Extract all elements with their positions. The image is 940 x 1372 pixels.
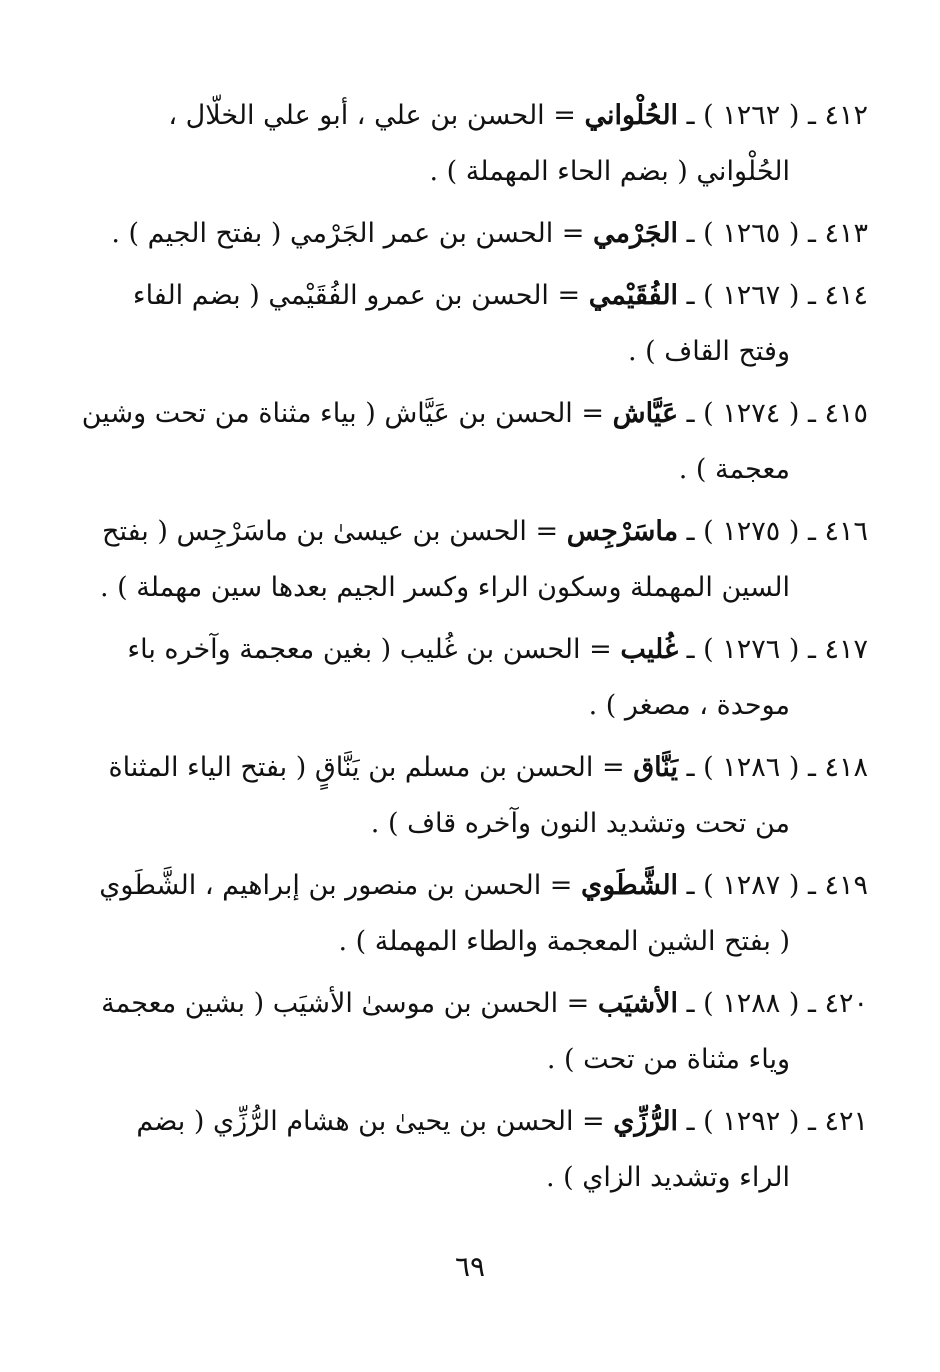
entry-text: = الحسن بن منصور بن إبراهيم ، الشَّطَوي: [99, 870, 573, 901]
entry-number: ٤١٦: [824, 516, 868, 547]
entry-reference: ( ١٢٧٦ ): [703, 634, 800, 665]
entry-continuation: معجمة ) .: [678, 454, 790, 485]
entry-reference: ( ١٢٦٥ ): [703, 218, 800, 249]
entry-number: ٤١٢: [824, 100, 868, 131]
entry-number: ٤٢٠: [824, 988, 868, 1019]
entry-413: ٤١٣ ـ ( ١٢٦٥ ) ـ الجَرْمي = الحسن بن عمر الجَرْمي ( بفتح الجيم ) .: [111, 218, 868, 249]
entry-number: ٤١٥: [824, 398, 868, 429]
entry-number: ٤٢١: [824, 1106, 868, 1137]
entry-text: = الحسن بن علي ، أبو علي الخلّال ،: [168, 100, 576, 131]
entry-text: = الحسن بن عمرو الفُقَيْمي ( بضم الفاء: [132, 280, 581, 311]
entry-continuation: وياء مثناة من تحت ) .: [546, 1044, 790, 1075]
entry-reference: ( ١٢٩٢ ): [703, 1106, 800, 1137]
entry-414: ٤١٤ ـ ( ١٢٦٧ ) ـ الفُقَيْمي = الحسن بن عمرو الفُقَيْمي ( بضم الفاء وفتح القاف ) .: [112, 268, 868, 380]
entry-reference: ( ١٢٦٧ ): [703, 280, 800, 311]
entry-name: الشَّطَوي: [581, 870, 679, 901]
entry-text: = الحسن بن مسلم بن يَنَّاقٍ ( بفتح الياء المثناة: [108, 752, 625, 783]
entry-text: = الحسن بن غُليب ( بغين معجمة وآخره باء: [127, 634, 612, 665]
entry-412: ٤١٢ ـ ( ١٢٦٢ ) ـ الحُلْواني = الحسن بن علي ، أبو علي الخلّال ، الحُلْواني ( بضم الحاء المهملة ) .: [112, 88, 868, 200]
entry-name: الأشيَب: [597, 988, 679, 1019]
entry-reference: ( ١٢٨٧ ): [703, 870, 800, 901]
entry-continuation: الراء وتشديد الزاي ) .: [545, 1162, 790, 1193]
entry-420: ٤٢٠ ـ ( ١٢٨٨ ) ـ الأشيَب = الحسن بن موسىٰ الأشيَب ( بشين معجمة وياء مثناة من تحت ) .: [112, 976, 868, 1088]
entry-number: ٤١٧: [824, 634, 868, 665]
entry-continuation: من تحت وتشديد النون وآخره قاف ) .: [370, 808, 790, 839]
page-number: ٦٩: [454, 1250, 486, 1283]
entry-reference: ( ١٢٨٨ ): [703, 988, 800, 1019]
entry-number: ٤١٨: [824, 752, 868, 783]
entry-continuation: الحُلْواني ( بضم الحاء المهملة ) .: [429, 156, 790, 187]
entry-number: ٤١٤: [824, 280, 868, 311]
entry-name: الفُقَيْمي: [588, 280, 679, 311]
entry-name: الجَرْمي: [593, 218, 679, 249]
entry-continuation: ( بفتح الشين المعجمة والطاء المهملة ) .: [338, 926, 790, 957]
entry-416: ٤١٦ ـ ( ١٢٧٥ ) ـ ماسَرْجِس = الحسن بن عيسىٰ بن ماسَرْجِس ( بفتح السين المهملة وسكون الراء وكسر الجيم بعدها سين مهملة ) .: [112, 504, 868, 616]
entry-421: ٤٢١ ـ ( ١٢٩٢ ) ـ الرُّزِّي = الحسن بن يحيىٰ بن هشام الرُّزِّي ( بضم الراء وتشديد الزاي ) .: [112, 1094, 868, 1206]
entry-reference: ( ١٢٧٤ ): [703, 398, 800, 429]
entry-reference: ( ١٢٦٢ ): [703, 100, 800, 131]
entry-name: الرُّزِّي: [613, 1106, 679, 1137]
entry-continuation: موحدة ، مصغر ) .: [588, 690, 790, 721]
entry-text: = الحسن بن عيسىٰ بن ماسَرْجِس ( بفتح: [102, 516, 559, 547]
entry-reference: ( ١٢٧٥ ): [703, 516, 800, 547]
entry-419: ٤١٩ ـ ( ١٢٨٧ ) ـ الشَّطَوي = الحسن بن منصور بن إبراهيم ، الشَّطَوي ( بفتح الشين المعجمة والطاء المهملة ) .: [112, 858, 868, 970]
entry-text: = الحسن بن عمر الجَرْمي ( بفتح الجيم ) .: [111, 218, 585, 249]
entry-continuation: وفتح القاف ) .: [628, 336, 790, 367]
entry-name: يَنَّاق: [633, 752, 679, 783]
entry-text: = الحسن بن عَيَّاش ( بياء مثناة من تحت وشين: [81, 398, 605, 429]
entry-name: غُليب: [620, 634, 679, 665]
entry-text: = الحسن بن يحيىٰ بن هشام الرُّزِّي ( بضم: [136, 1106, 605, 1137]
entry-name: الحُلْواني: [584, 100, 679, 131]
entry-continuation: السين المهملة وسكون الراء وكسر الجيم بعدها سين مهملة ) .: [99, 572, 790, 603]
entry-reference: ( ١٢٨٦ ): [703, 752, 800, 783]
entry-number: ٤١٩: [824, 870, 868, 901]
entries-list: [81, 88, 868, 1206]
entry-number: ٤١٣: [824, 218, 868, 249]
entry-text: = الحسن بن موسىٰ الأشيَب ( بشين معجمة: [101, 988, 590, 1019]
entry-415: ٤١٥ ـ ( ١٢٧٤ ) ـ عَيَّاش = الحسن بن عَيَّاش ( بياء مثناة من تحت وشين معجمة ) .: [112, 386, 868, 498]
entry-name: عَيَّاش: [612, 398, 679, 429]
entry-name: ماسَرْجِس: [566, 516, 679, 547]
entry-417: ٤١٧ ـ ( ١٢٧٦ ) ـ غُليب = الحسن بن غُليب ( بغين معجمة وآخره باء موحدة ، مصغر ) .: [112, 622, 868, 734]
entry-418: ٤١٨ ـ ( ١٢٨٦ ) ـ يَنَّاق = الحسن بن مسلم بن يَنَّاقٍ ( بفتح الياء المثناة من تحت وتشديد النون وآخره قاف ) .: [112, 740, 868, 852]
